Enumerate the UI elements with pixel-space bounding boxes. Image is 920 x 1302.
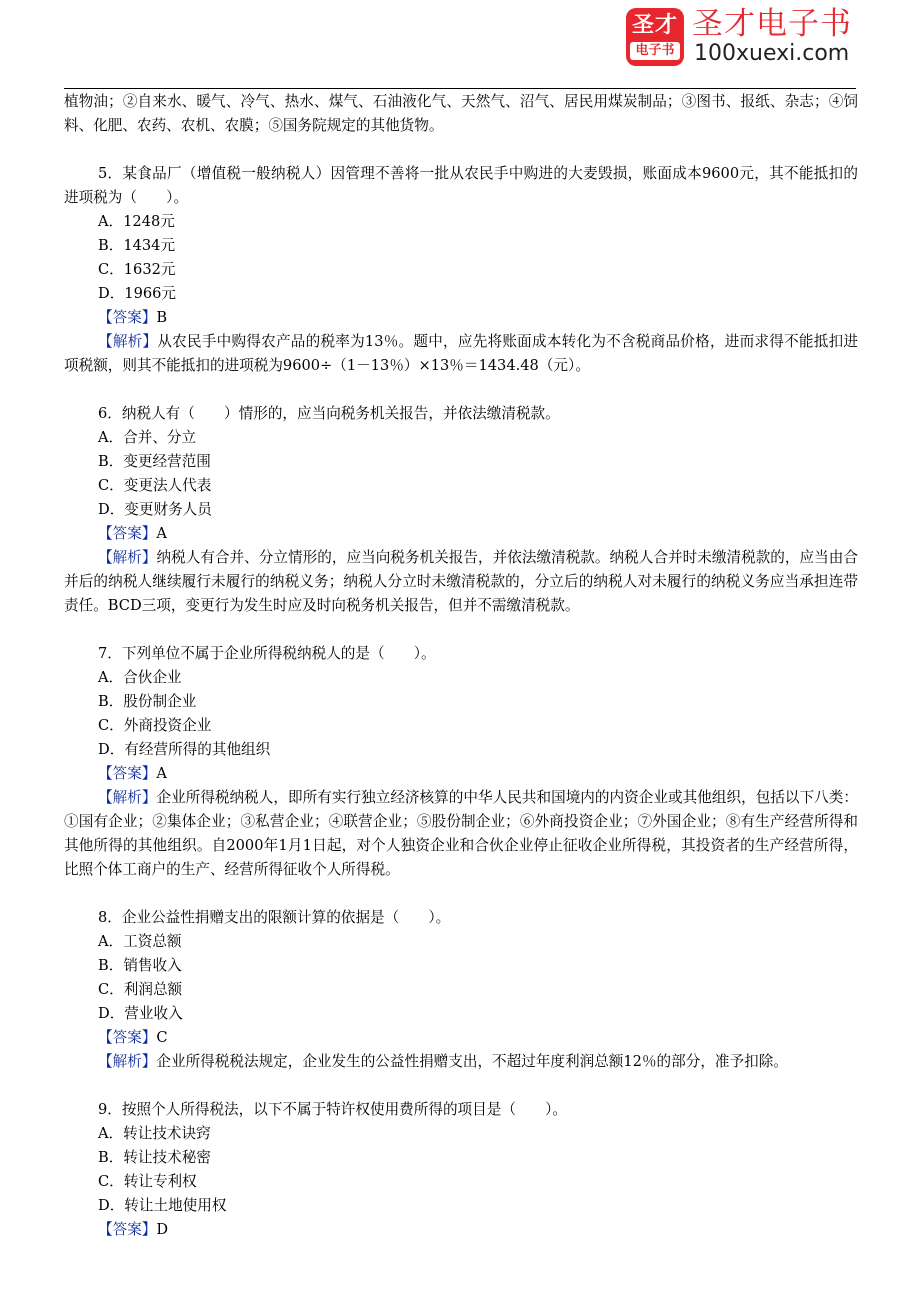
question-stem: 6．纳税人有（ ）情形的，应当向税务机关报告，并依法缴清税款。 [98, 405, 560, 422]
option-b: B．1434元 [98, 237, 176, 254]
analysis-tag: 【解析】 [98, 333, 158, 350]
answer-line [64, 1026, 858, 1050]
option-d: D．1966元 [98, 285, 177, 302]
option-a: A．转让技术诀窍 [98, 1125, 211, 1142]
analysis-text: 企业所得税纳税人，即所有实行独立经济核算的中华人民共和国境内的内资企业或其他组织，包括以下八类：①国有企业；②集体企业；③私营企业；④联营企业；⑤股份制企业；⑥外商投资企业；⑦外国企业；⑧有生产经营所得和其他所得的其他组织。自2000年1月1日起，对个人独资企业和合伙企业停止征收企业所得税，其投资者的生产经营所得，比照个体工商户的生产、经营所得征收个人所得税。 [64, 789, 858, 878]
option-b: B．转让技术秘密 [98, 1149, 211, 1166]
analysis-tag: 【解析】 [98, 1053, 157, 1070]
document-body [64, 90, 858, 1242]
answer-tag: 【答案】 [98, 765, 157, 782]
answer-tag: 【答案】 [98, 1029, 157, 1046]
answer-line [64, 522, 858, 546]
option-c: C．转让专利权 [98, 1173, 197, 1190]
analysis-tag: 【解析】 [98, 789, 157, 806]
question-9 [64, 1098, 858, 1242]
answer-tag: 【答案】 [98, 525, 157, 542]
analysis-line [64, 1050, 858, 1074]
option-d: D．变更财务人员 [98, 501, 212, 518]
question-stem: 9．按照个人所得税法，以下不属于特许权使用费所得的项目是（ ）。 [98, 1101, 567, 1118]
logo-badge-bottom-text: 电子书 [630, 42, 680, 60]
question-8 [64, 906, 858, 1074]
analysis-text: 企业所得税税法规定，企业发生的公益性捐赠支出，不超过年度利润总额12％的部分，准予扣除。 [156, 1053, 788, 1070]
answer-value: A [156, 525, 167, 542]
question-7 [64, 642, 858, 882]
option-d: D．转让土地使用权 [98, 1197, 227, 1214]
header-divider [64, 88, 856, 89]
analysis-tag: 【解析】 [98, 549, 157, 566]
logo-badge-top-text: 圣才 [631, 13, 678, 38]
option-a: A．合伙企业 [98, 669, 182, 686]
question-stem: 8．企业公益性捐赠支出的限额计算的依据是（ ）。 [98, 909, 451, 926]
option-d: D．营业收入 [98, 1005, 183, 1022]
option-a: A．工资总额 [98, 933, 182, 950]
option-b: B．变更经营范围 [98, 453, 211, 470]
question-6 [64, 402, 858, 618]
option-c: C．变更法人代表 [98, 477, 212, 494]
page-header [0, 0, 920, 92]
logo-url: 100xuexi.com [694, 41, 850, 66]
option-c: C．外商投资企业 [98, 717, 212, 734]
logo-text: 圣才电子书 [692, 6, 852, 42]
analysis-line [64, 330, 858, 378]
answer-line [64, 306, 858, 330]
answer-value: D [156, 1221, 169, 1238]
answer-line [64, 762, 858, 786]
analysis-line [64, 546, 858, 618]
option-c: C．1632元 [98, 261, 176, 278]
answer-line [64, 1218, 858, 1242]
answer-value: C [156, 1029, 168, 1046]
option-b: B．销售收入 [98, 957, 182, 974]
option-a: A．合并、分立 [98, 429, 197, 446]
analysis-text: 纳税人有合并、分立情形的，应当向税务机关报告，并依法缴清税款。纳税人合并时未缴清税款的，应当由合并后的纳税人继续履行未履行的纳税义务；纳税人分立时未缴清税款的，分立后的纳税人对未履行的纳税义务应当承担连带责任。BCD三项，变更行为发生时应及时向税务机关报告，但并不需缴清税款。 [64, 549, 858, 614]
answer-tag: 【答案】 [98, 309, 157, 326]
answer-value: A [156, 765, 167, 782]
question-stem: 5．某食品厂（增值税一般纳税人）因管理不善将一批从农民手中购进的大麦毁损，账面成本9600元，其不能抵扣的进项税为（ ）。 [64, 165, 858, 206]
analysis-line [64, 786, 858, 882]
question-5 [64, 162, 858, 378]
logo-badge [626, 8, 684, 66]
option-d: D．有经营所得的其他组织 [98, 741, 271, 758]
question-stem: 7．下列单位不属于企业所得税纳税人的是（ ）。 [98, 645, 436, 662]
option-c: C．利润总额 [98, 981, 183, 998]
intro-paragraph: 植物油；②自来水、暖气、冷气、热水、煤气、石油液化气、天然气、沼气、居民用煤炭制品；③图书、报纸、杂志；④饲料、化肥、农药、农机、农膜；⑤国务院规定的其他货物。 [64, 93, 858, 134]
option-b: B．股份制企业 [98, 693, 197, 710]
answer-value: B [156, 309, 168, 326]
option-a: A．1248元 [98, 213, 175, 230]
analysis-text: 从农民手中购得农产品的税率为13％。题中，应先将账面成本转化为不含税商品价格，进而求得不能抵扣进项税额，则其不能抵扣的进项税为9600÷（1－13％）×13％＝1434.48（元）。 [64, 333, 858, 374]
answer-tag: 【答案】 [98, 1221, 157, 1238]
